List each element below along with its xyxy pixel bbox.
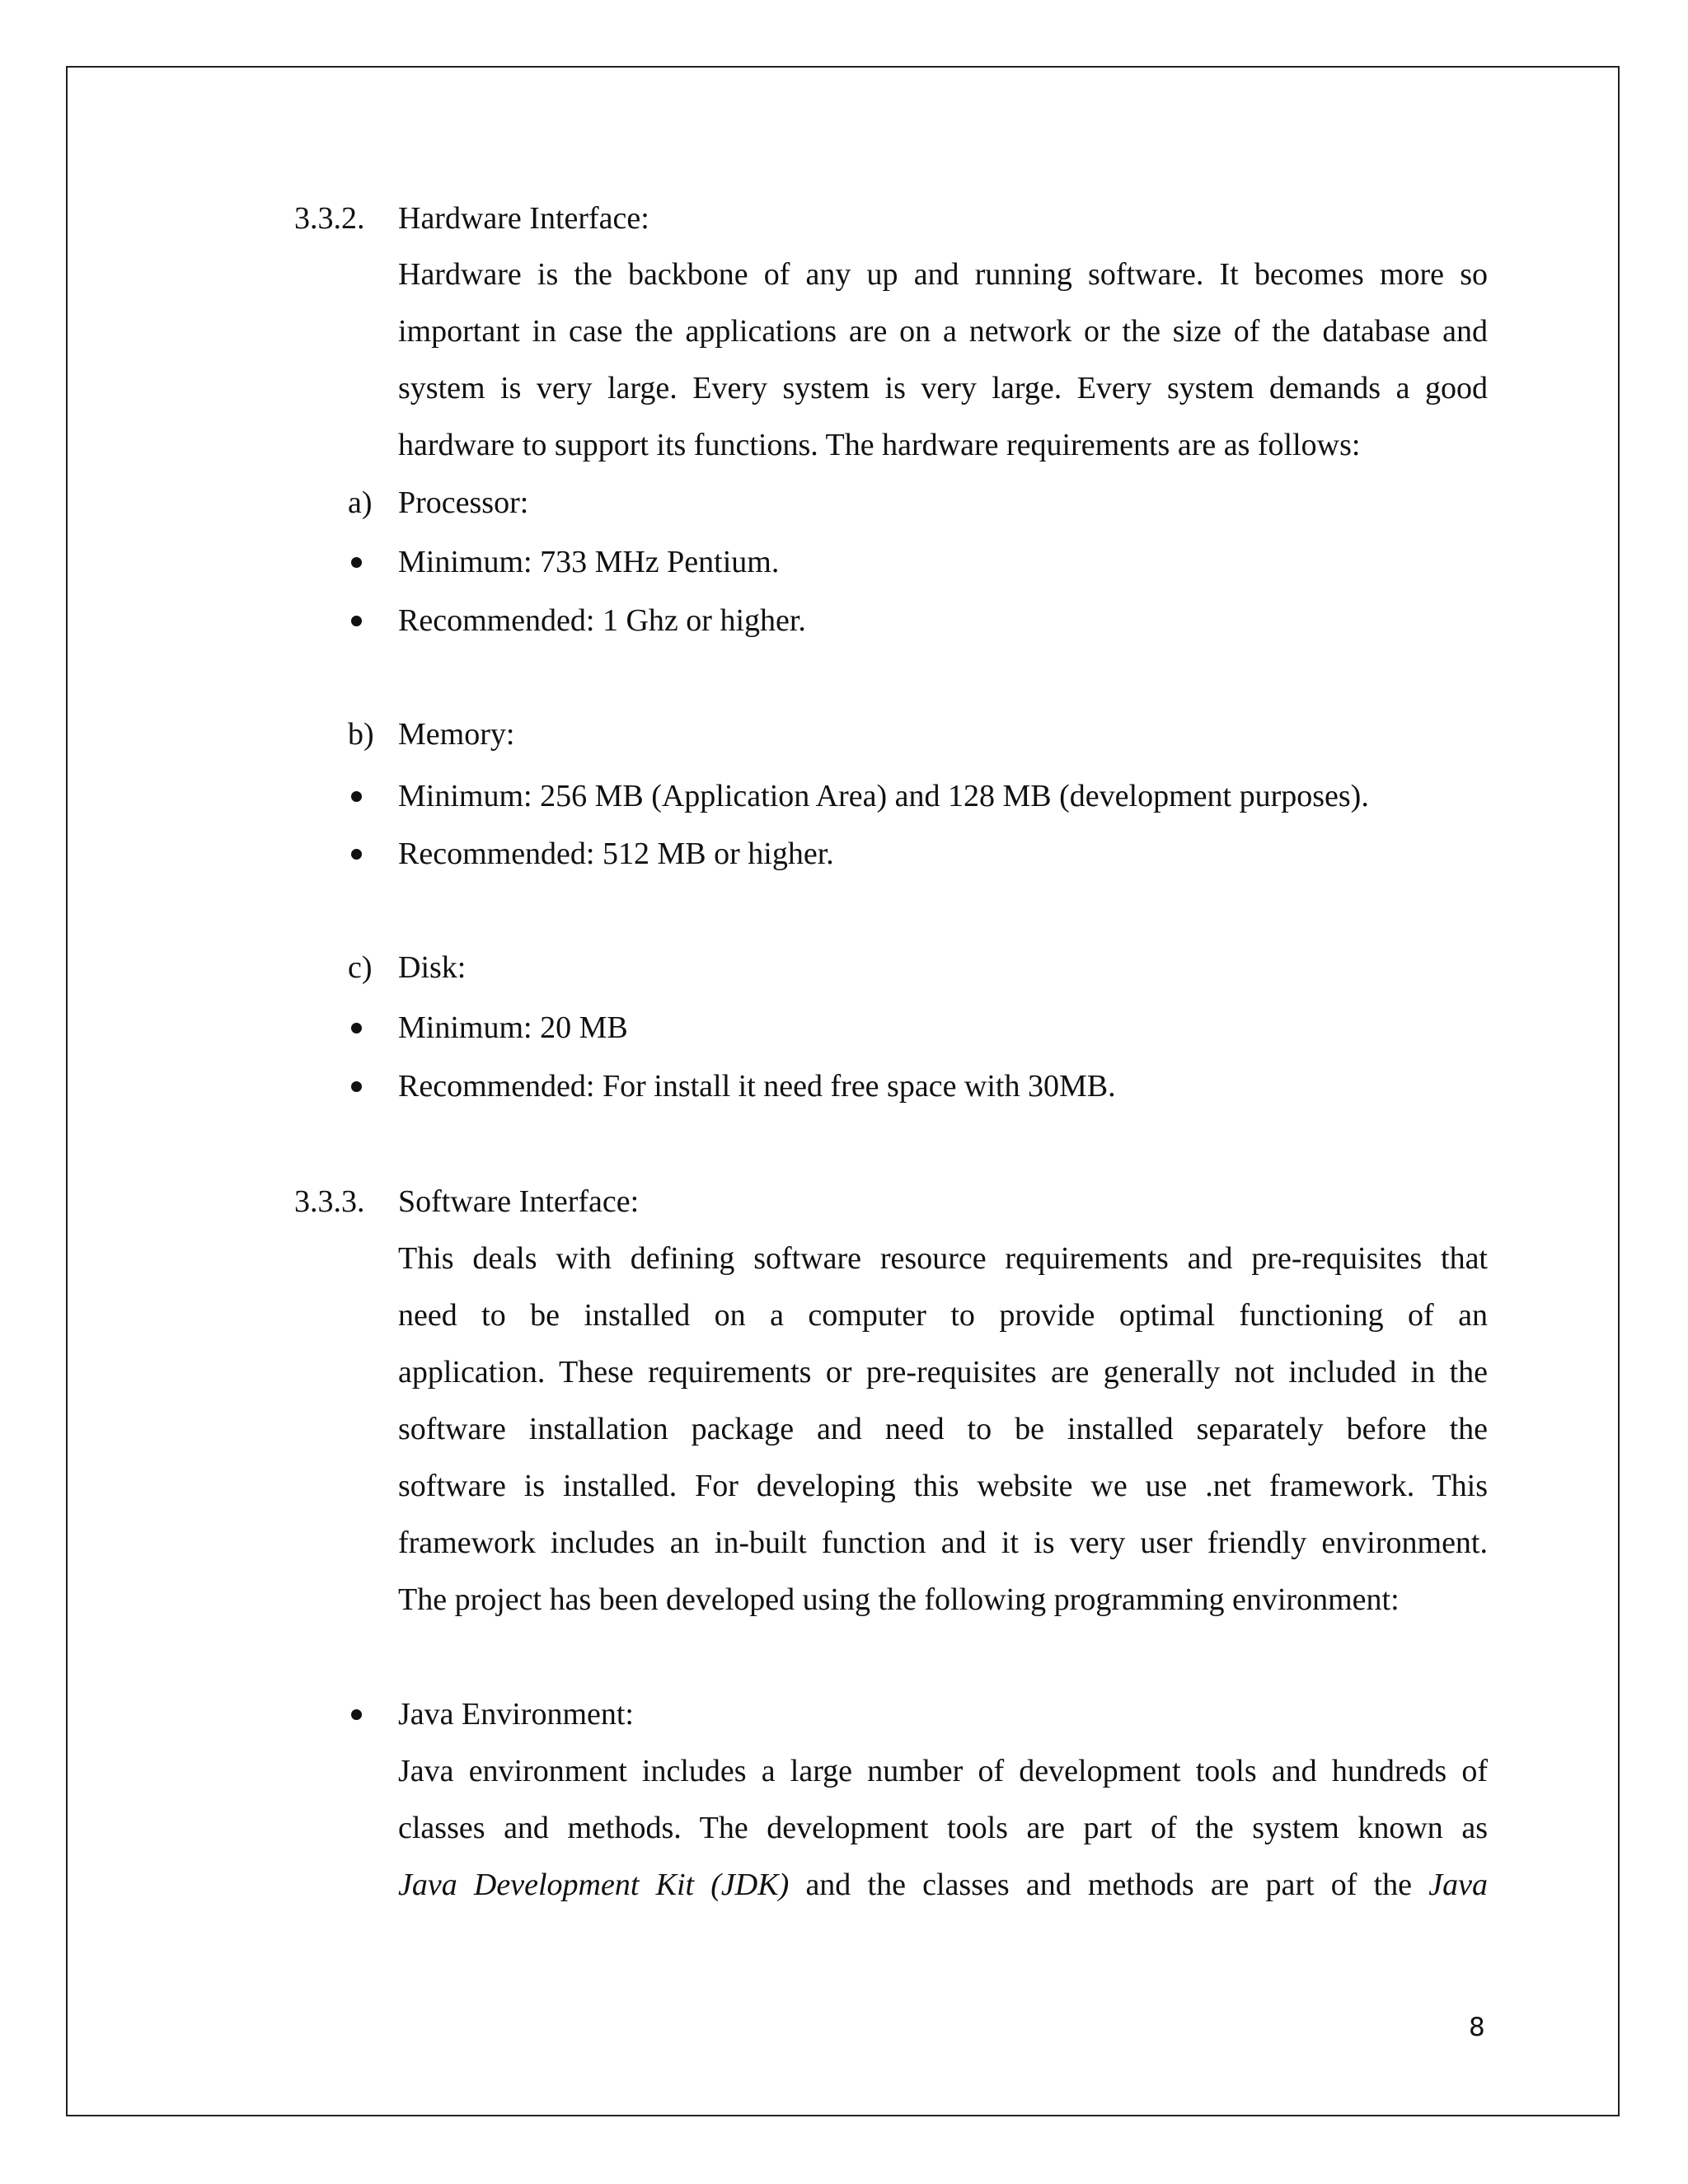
italic-term-jdk: Java Development Kit (JDK) [398, 1868, 790, 1902]
bullet-text: Recommended: 512 MB or higher. [398, 837, 834, 871]
paragraph-line: application. These requirements or pre-requisites are generally not included in the [398, 1355, 1488, 1390]
paragraph-line: framework includes an in-built function and it is very user friendly environment. [398, 1526, 1488, 1560]
paragraph-line: Java environment includes a large number of development tools and hundreds of [398, 1754, 1488, 1788]
paragraph-line: The project has been developed using the following programming environment: [398, 1582, 1400, 1617]
italic-term-java: Java [1428, 1868, 1488, 1902]
section-title-332: Hardware Interface: [398, 201, 649, 236]
list-title-disk: Disk: [398, 950, 467, 985]
bullet-text: Recommended: 1 Ghz or higher. [398, 603, 806, 638]
paragraph-line: classes and methods. The development tools are part of the system known as [398, 1811, 1488, 1845]
bullet-text: Minimum: 256 MB (Application Area) and 128 MB (development purposes). [398, 779, 1369, 813]
paragraph-line: hardware to support its functions. The hardware requirements are as follows: [398, 428, 1361, 462]
section-number-333: 3.3.3. [294, 1184, 365, 1219]
bullet-text: Minimum: 733 MHz Pentium. [398, 545, 780, 579]
bullet-icon [351, 616, 362, 626]
paragraph-line: software installation package and need to be installed separately before the [398, 1412, 1488, 1446]
list-title-memory: Memory: [398, 717, 515, 752]
bullet-icon [351, 557, 362, 568]
java-environment-title: Java Environment: [398, 1697, 634, 1732]
bullet-icon [351, 1081, 362, 1092]
paragraph-line: system is very large. Every system is very large. Every system demands a good [398, 371, 1488, 405]
section-title-333: Software Interface: [398, 1184, 640, 1219]
paragraph-line: important in case the applications are on a network or the size of the database and [398, 314, 1488, 349]
page-number: 8 [1469, 2013, 1485, 2042]
list-label-a: a) [348, 485, 373, 520]
bullet-text: Recommended: For install it need free space with 30MB. [398, 1069, 1116, 1104]
bullet-icon [351, 849, 362, 860]
bullet-icon [351, 1023, 362, 1033]
bullet-icon [351, 791, 362, 802]
paragraph-line: software is installed. For developing this website we use .net framework. This [398, 1469, 1488, 1503]
paragraph-line: need to be installed on a computer to provide optimal functioning of an [398, 1298, 1488, 1333]
paragraph-line-mixed [398, 1866, 1488, 1904]
paragraph-line: This deals with defining software resource requirements and pre-requisites that [398, 1241, 1488, 1276]
list-title-processor: Processor: [398, 485, 529, 520]
bullet-icon [351, 1709, 362, 1720]
paragraph-text: and the classes and methods are part of the [789, 1868, 1429, 1902]
section-number-332: 3.3.2. [294, 201, 365, 236]
list-label-b: b) [348, 717, 374, 752]
bullet-text: Minimum: 20 MB [398, 1010, 628, 1045]
paragraph-line: Hardware is the backbone of any up and running software. It becomes more so [398, 257, 1488, 292]
list-label-c: c) [348, 950, 373, 985]
